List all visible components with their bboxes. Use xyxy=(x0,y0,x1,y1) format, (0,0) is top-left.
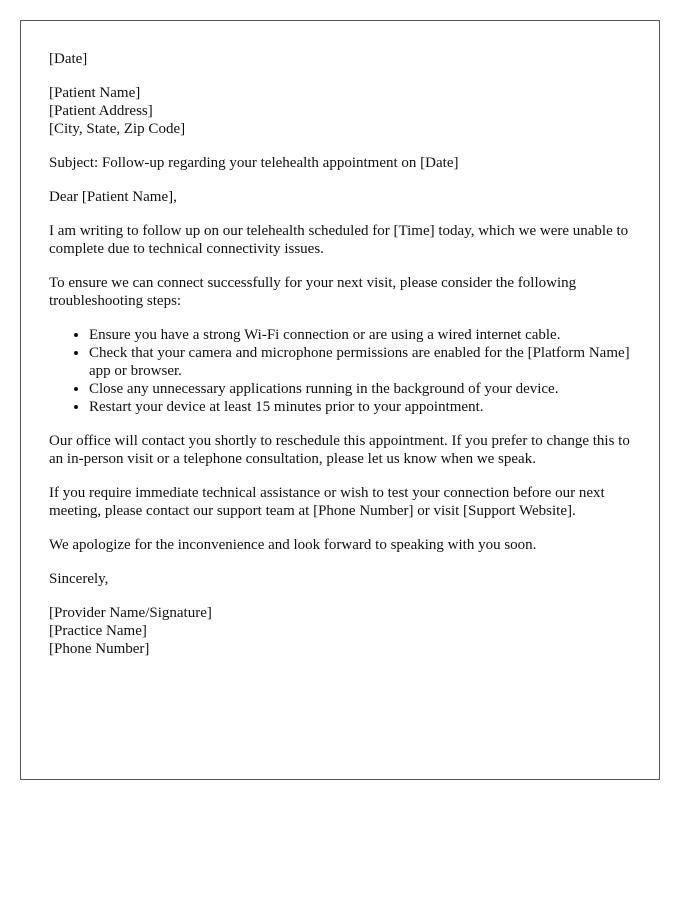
letter-date: [Date] xyxy=(49,51,88,67)
body-paragraph-3: Our office will contact you shortly to reschedule this appointment. If you prefer to change this to an in-person visit or a telephone consultation, please let us know when we speak. xyxy=(49,433,630,467)
body-paragraph-1: I am writing to follow up on our telehealth scheduled for [Time] today, which we were unable to complete due to technical connectivity issues. xyxy=(49,223,629,257)
recipient-block xyxy=(49,84,631,138)
practice-name: [Practice Name] xyxy=(49,623,147,639)
letter-closing: Sincerely, xyxy=(49,571,109,587)
body-paragraph-4: If you require immediate technical assistance or wish to test your connection before our next meeting, please contact our support team at [Phone Number] or visit [Support Website]. xyxy=(49,485,605,519)
letter-salutation: Dear [Patient Name], xyxy=(49,189,177,205)
list-item: • Ensure you have a strong Wi-Fi connection or are using a wired internet cable. xyxy=(89,326,631,344)
list-item: • Restart your device at least 15 minutes prior to your appointment. xyxy=(89,398,631,416)
recipient-city-state-zip: [City, State, Zip Code] xyxy=(49,121,186,137)
troubleshooting-steps-list xyxy=(49,326,631,416)
list-item: • Close any unnecessary applications running in the background of your device. xyxy=(89,380,631,398)
letter-page xyxy=(20,20,660,780)
practice-phone: [Phone Number] xyxy=(49,641,150,657)
provider-name: [Provider Name/Signature] xyxy=(49,605,212,621)
body-paragraph-5: We apologize for the inconvenience and look forward to speaking with you soon. xyxy=(49,537,537,553)
body-paragraph-2: To ensure we can connect successfully for your next visit, please consider the following troubleshooting steps: xyxy=(49,275,577,309)
recipient-address: [Patient Address] xyxy=(49,103,153,119)
letter-subject: Subject: Follow-up regarding your telehealth appointment on [Date] xyxy=(49,155,459,171)
signature-block xyxy=(49,604,631,658)
recipient-name: [Patient Name] xyxy=(49,85,141,101)
list-item: • Check that your camera and microphone permissions are enabled for the [Platform Name] app or browser. xyxy=(89,344,631,380)
